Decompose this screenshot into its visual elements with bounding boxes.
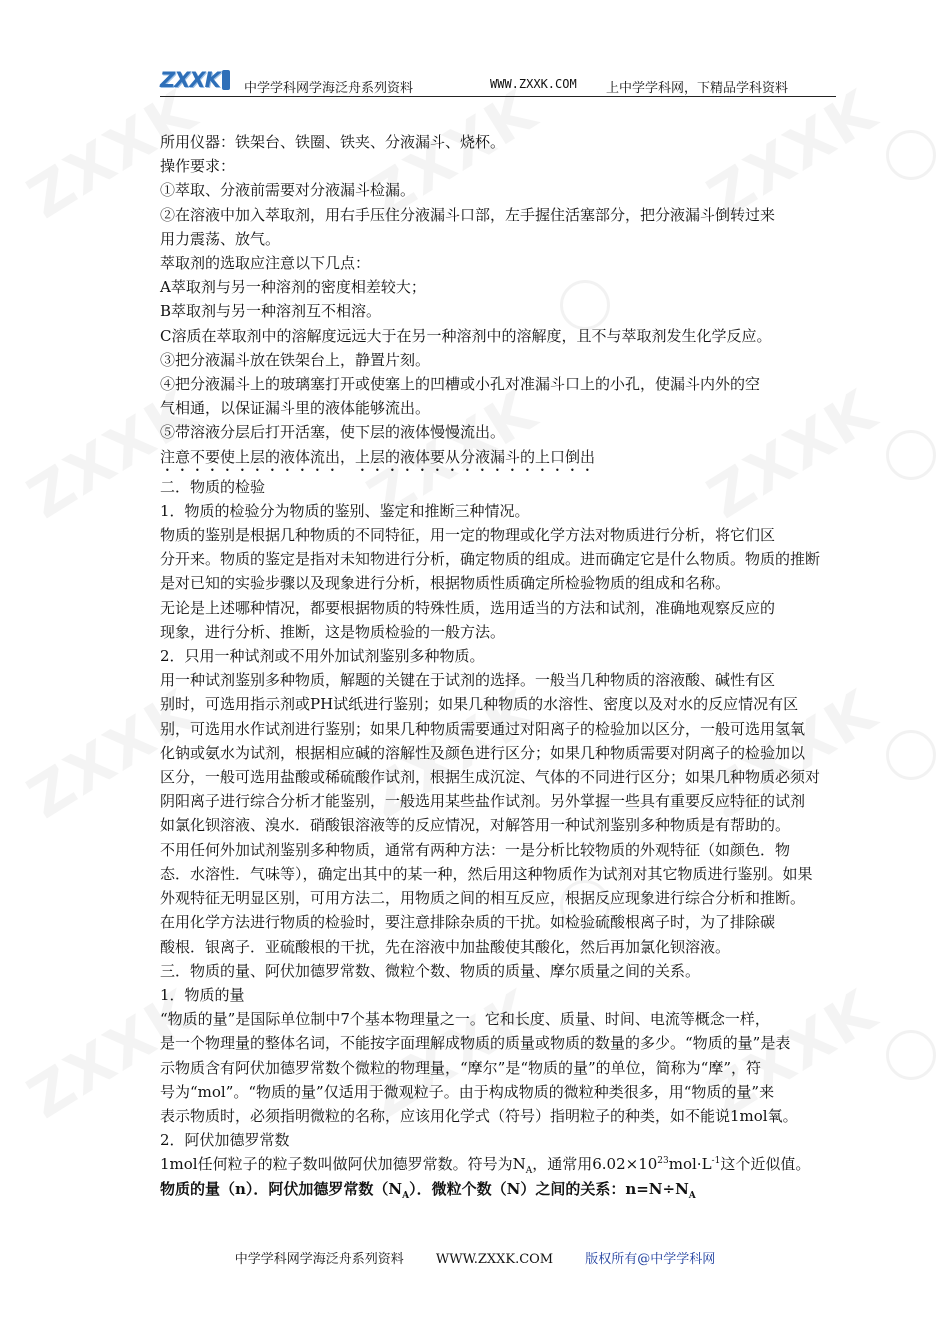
paragraph: 气相通，以保证漏斗里的液体能够流出。 [160,399,431,418]
superscript: -1 [711,1156,721,1167]
watermark-seal [886,1030,936,1080]
paragraph: ①萃取、分液前需要对分液漏斗检漏。 [160,181,416,200]
text-run: ）．微粒个数（N）之间的关系：n=N÷N [409,1179,689,1198]
paragraph: 无论是上述哪种情况，都要根据物质的特殊性质，选用适当的方法和试剂，准确地观察反应的 [160,598,776,617]
paragraph: C溶质在萃取剂中的溶解度远远大于在另一种溶剂中的溶解度，且不与萃取剂发生化学反应。 [160,326,772,345]
section-heading: 三．物质的量、阿伏加德罗常数、微粒个数、物质的质量、摩尔质量之间的关系。 [160,961,701,980]
paragraph: 萃取剂的选取应注意以下几点： [160,254,371,273]
paragraph: “物质的量”是国际单位制中7个基本物理量之一。它和长度、质量、时间、电流等概念一样， [160,1010,770,1029]
paragraph: 物质的鉴别是根据几种物质的不同特征，用一定的物理或化学方法对物质进行分析，将它们区 [160,526,776,545]
watermark-seal [886,730,936,780]
paragraph: 号为“mol”。“物质的量”仅适用于微观粒子。由于构成物质的微粒种类很多，用“物质的量”来 [160,1082,775,1101]
paragraph: 区分，一般可选用盐酸或稀硫酸作试剂，根据生成沉淀、气体的不同进行区分；如果几种物质必须对 [160,768,821,787]
header-slogan: 上中学学科网，下精品学科资料 [606,81,789,96]
paragraph: B萃取剂与另一种溶剂互不相溶。 [160,302,382,321]
paragraph: 1．物质的检验分为物质的鉴别、鉴定和推断三种情况。 [160,501,530,520]
paragraph: 不用任何外加试剂鉴别多种物质，通常有两种方法：一是分析比较物质的外观特征（如颜色．物 [160,840,791,859]
emphasis-note [160,445,840,475]
text-run: mol·L [668,1155,712,1174]
paragraph: 别，可选用水作试剂进行鉴别；如果几种物质需要通过对阳离子的检验加以区分，一般可选用氢氧 [160,719,806,738]
paragraph: 用一种试剂鉴别多种物质，解题的关键在于试剂的选择。一般当几种物质的溶液酸、碱性有区 [160,671,776,690]
paragraph: 酸根．银离子．亚硫酸根的干扰，先在溶液中加盐酸使其酸化，然后再加氯化钡溶液。 [160,937,731,956]
footer-series: 中学学科网学海泛舟系列资料 [234,1252,404,1267]
paragraph: 操作要求： [160,157,236,176]
paragraph: 是一个物理量的整体名词，不能按字面理解成物质的质量或物质的数量的多少。“物质的量”是表 [160,1034,791,1053]
paragraph: ④把分液漏斗上的玻璃塞打开或使塞上的凹槽或小孔对准漏斗口上的小孔，使漏斗内外的空 [160,375,761,394]
section-heading: 二．物质的检验 [160,477,266,496]
text-run: 这个近似值。 [720,1155,811,1174]
header-url[interactable]: WWW.ZXXK.COM [490,77,577,91]
paragraph: 分开来。物质的鉴定是指对未知物进行分析，确定物质的组成。进而确定它是什么物质。物质的推断 [160,550,821,569]
paragraph: 2．只用一种试剂或不用外加试剂鉴别多种物质。 [160,647,485,666]
subsection-heading: 1．物质的量 [160,985,245,1004]
emphasis-text: 注意不要使上层的液体流出，上层的液体要从分液漏斗的上口倒出 [160,447,596,466]
subscript: A [402,1190,410,1201]
footer-url[interactable]: WWW.ZXXK.COM [435,1252,554,1267]
watermark-seal [886,130,936,180]
paragraph: 如氯化钡溶液、溴水．硝酸银溶液等的反应情况，对解答用一种试剂鉴别多种物质是有帮助的。 [160,816,791,835]
superscript: 23 [657,1156,669,1167]
document-body [160,130,840,1201]
paragraph: 阴阳离子进行综合分析才能鉴别，一般选用某些盐作试剂。另外掌握一些具有重要反应特征的试剂 [160,792,806,811]
footer-copyright: 版权所有@中学学科网 [585,1252,716,1267]
paragraph: 表示物质时，必须指明微粒的名称，应该用化学式（符号）指明粒子的种类，如不能说1mol氧。 [160,1106,798,1125]
text-run: 1mol任何粒子的粒子数叫做阿伏加德罗常数。符号为N [160,1155,526,1174]
paragraph: 在用化学方法进行物质的检验时，要注意排除杂质的干扰。如检验硫酸根离子时，为了排除碳 [160,913,776,932]
paragraph: 示物质含有阿伏加德罗常数个微粒的物理量，“摩尔”是“物质的量”的单位，简称为“摩”，符 [160,1058,762,1077]
paragraph: 是对已知的实验步骤以及现象进行分析，根据物质性质确定所检验物质的组成和名称。 [160,574,731,593]
logo-text: ZXXK [160,68,220,92]
subsection-heading: 2．阿伏加德罗常数 [160,1131,290,1150]
text-run: 物质的量（n）．阿伏加德罗常数（N [160,1179,403,1198]
paragraph: 外观特征无明显区别，可用方法二，用物质之间的相互反应，根据反应现象进行综合分析和推断。 [160,889,806,908]
page-footer [0,1248,950,1267]
paragraph: 化钠或氨水为试剂，根据相应碱的溶解性及颜色进行区分；如果几种物质需要对阴离子的检验加以 [160,743,806,762]
paragraph: A萃取剂与另一种溶剂的密度相差较大； [160,278,426,297]
paragraph: 态．水溶性．气味等），确定出其中的某一种，然后用这种物质作为试剂对其它物质进行鉴别。如果 [160,864,813,883]
site-logo [160,68,230,92]
relation-formula [160,1177,840,1201]
paragraph: ②在溶液中加入萃取剂，用右手压住分液漏斗口部，左手握住活塞部分，把分液漏斗倒转过来 [160,205,776,224]
subscript: A [525,1166,533,1177]
paragraph: 用力震荡、放气。 [160,229,281,248]
subscript: A [688,1190,696,1201]
watermark-seal [886,430,936,480]
logo-mark-icon [222,70,230,90]
paragraph: ⑤带溶液分层后打开活塞，使下层的液体慢慢流出。 [160,423,506,442]
paragraph: 现象，进行分析、推断，这是物质检验的一般方法。 [160,622,506,641]
page-header [160,68,836,97]
paragraph: ③把分液漏斗放在铁架台上，静置片刻。 [160,350,431,369]
header-series: 中学学科网学海泛舟系列资料 [244,81,414,96]
paragraph: 所用仪器：铁架台、铁圈、铁夹、分液漏斗、烧杯。 [160,133,506,151]
text-run: ，通常用6.02×10 [532,1155,658,1174]
avogadro-definition [160,1152,840,1176]
paragraph: 别时，可选用指示剂或PH试纸进行鉴别；如果几种物质的水溶性、密度以及对水的反应情况有区 [160,695,799,714]
